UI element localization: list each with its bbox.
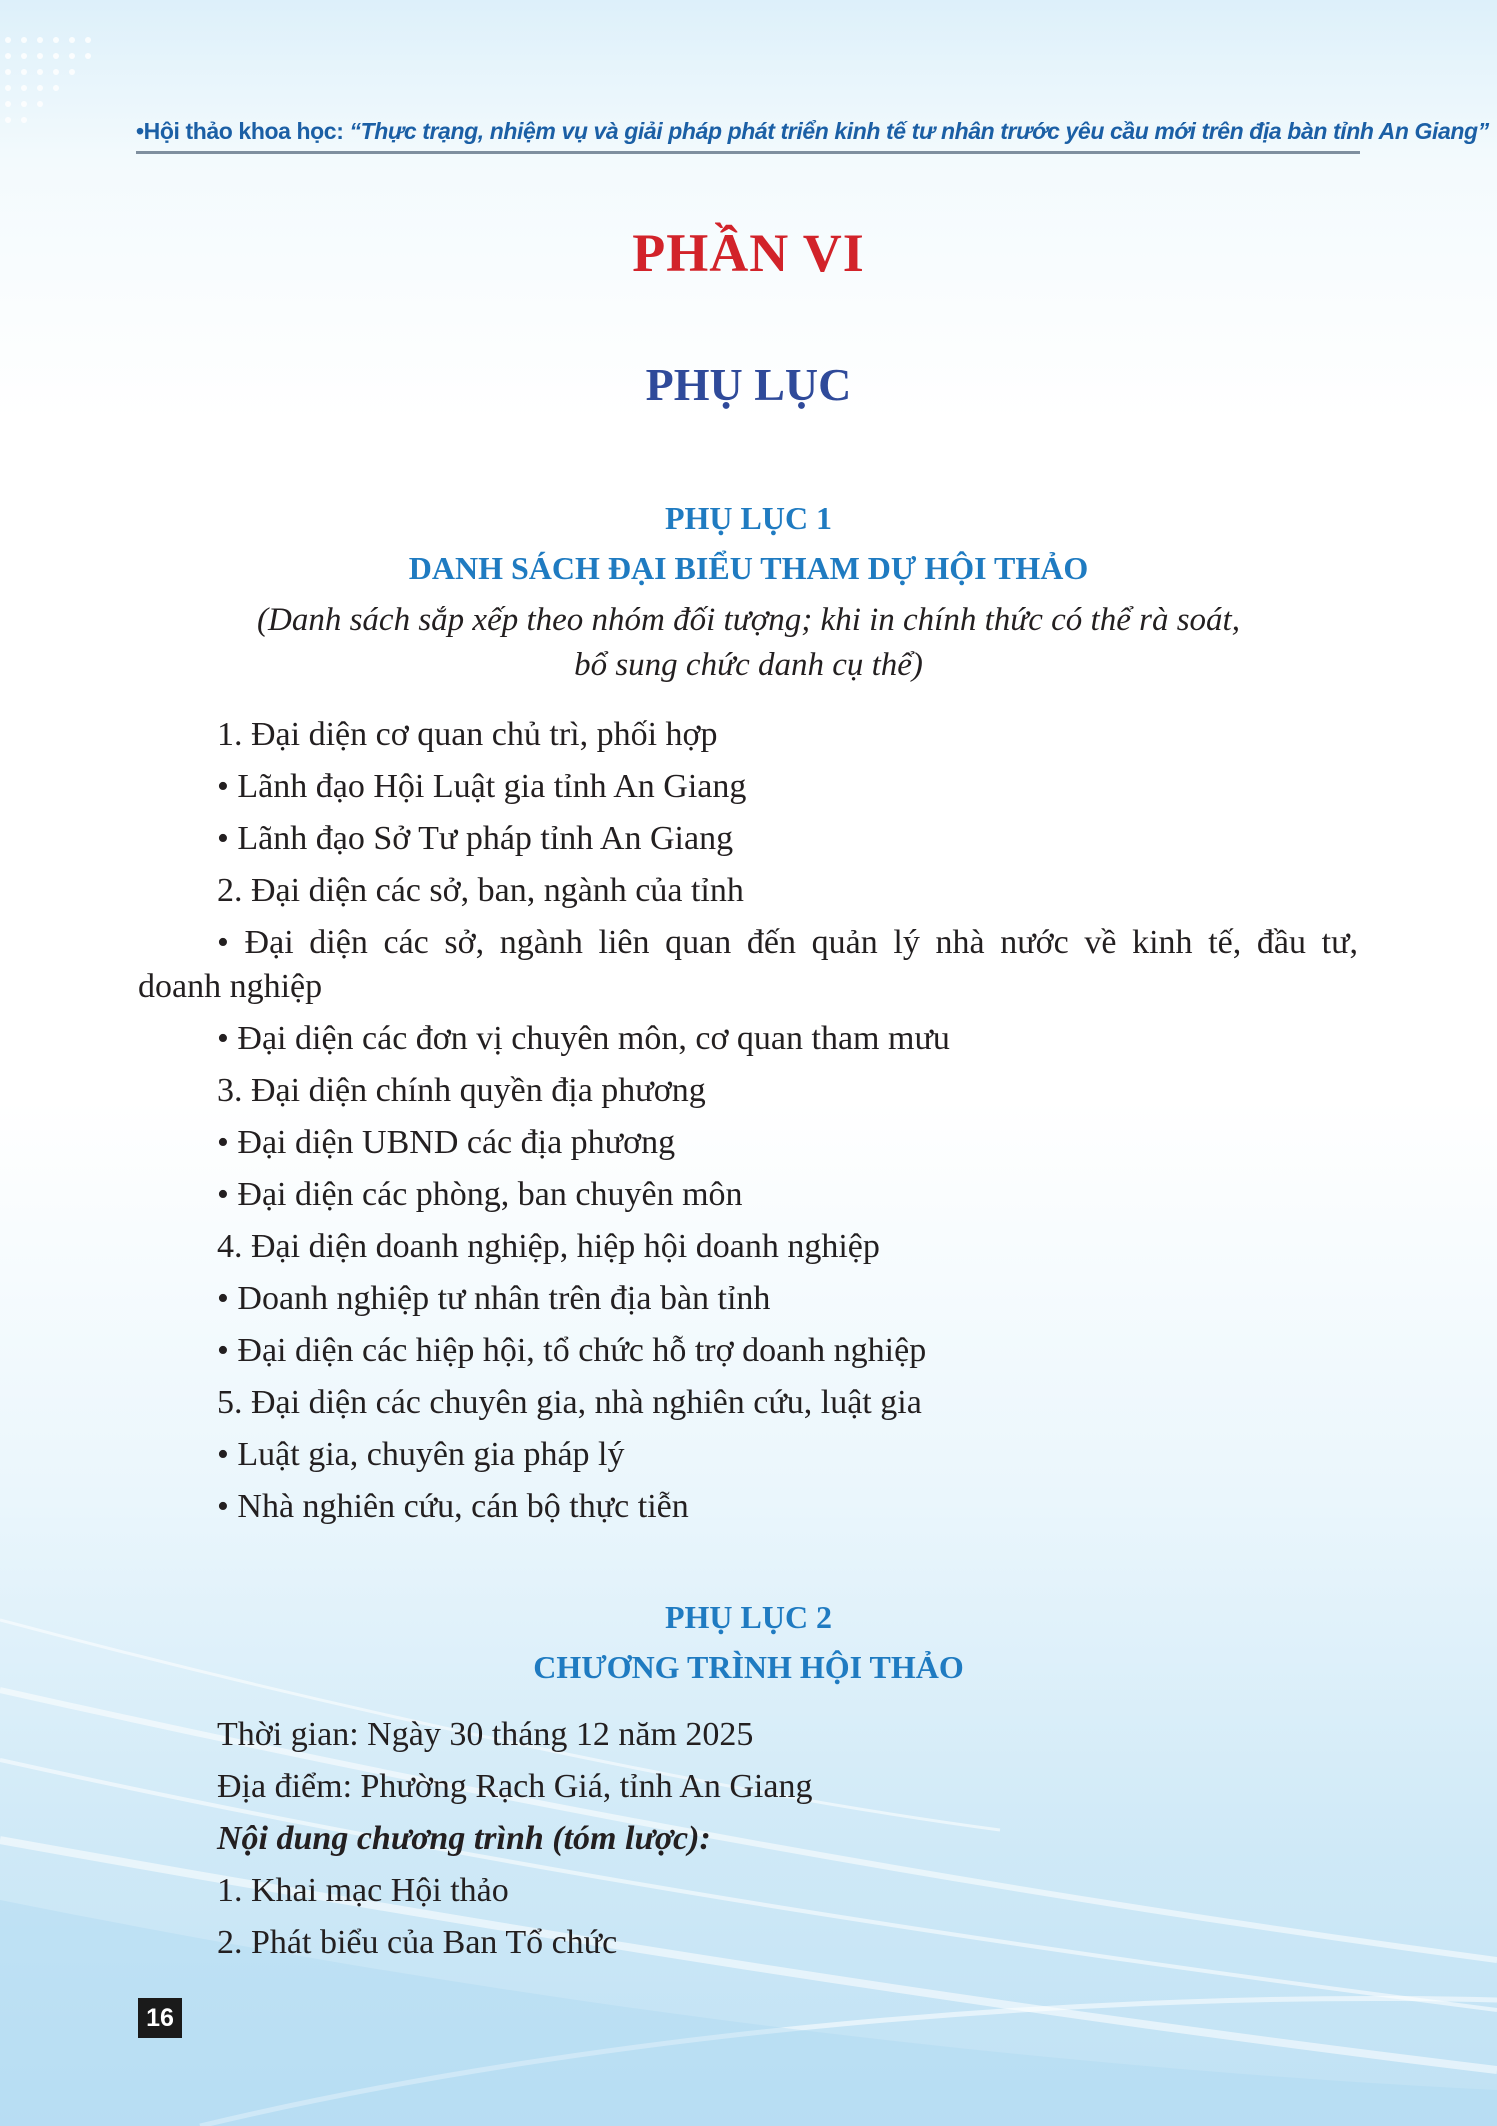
program-item: 2. Phát biểu của Ban Tổ chức <box>217 1924 618 1961</box>
running-header <box>136 118 1489 145</box>
list-item: 4. Đại diện doanh nghiệp, hiệp hội doanh nghiệp <box>217 1228 880 1265</box>
header-prefix: Hội thảo khoa học: <box>143 118 350 144</box>
list-item-continuation: doanh nghiệp <box>138 968 323 1005</box>
dot-pattern-decoration <box>5 37 91 123</box>
program-heading: Nội dung chương trình (tóm lược): <box>217 1820 711 1857</box>
list-item: • Nhà nghiên cứu, cán bộ thực tiễn <box>217 1488 689 1525</box>
list-item: • Đại diện các phòng, ban chuyên môn <box>217 1176 743 1213</box>
appendix1-heading: DANH SÁCH ĐẠI BIỂU THAM DỰ HỘI THẢO <box>408 550 1089 586</box>
list-item: • Lãnh đạo Sở Tư pháp tỉnh An Giang <box>217 820 734 857</box>
list-item: • Lãnh đạo Hội Luật gia tỉnh An Giang <box>217 768 747 805</box>
list-item: 1. Đại diện cơ quan chủ trì, phối hợp <box>217 716 718 753</box>
list-item: • Luật gia, chuyên gia pháp lý <box>217 1436 625 1473</box>
appendix1-label: PHỤ LỤC 1 <box>664 500 833 536</box>
list-item: • Đại diện các hiệp hội, tổ chức hỗ trợ doanh nghiệp <box>217 1332 927 1369</box>
list-item: • Đại diện các đơn vị chuyên môn, cơ quan tham mưu <box>217 1020 950 1057</box>
list-item: • Đại diện UBND các địa phương <box>217 1124 676 1161</box>
header-divider <box>136 151 1360 154</box>
list-item: 5. Đại diện các chuyên gia, nhà nghiên cứu, luật gia <box>217 1384 922 1421</box>
program-location: Địa điểm: Phường Rạch Giá, tỉnh An Giang <box>217 1768 813 1805</box>
list-item: • Doanh nghiệp tư nhân trên địa bàn tỉnh <box>217 1280 771 1317</box>
appendix2-heading: CHƯƠNG TRÌNH HỘI THẢO <box>533 1649 964 1685</box>
program-time: Thời gian: Ngày 30 tháng 12 năm 2025 <box>217 1716 754 1753</box>
appendix-section-title: PHỤ LỤC <box>645 359 852 410</box>
appendix1-note-line1: (Danh sách sắp xếp theo nhóm đối tượng; khi in chính thức có thể rà soát, <box>257 602 1240 638</box>
appendix2-label: PHỤ LỤC 2 <box>664 1599 833 1635</box>
header-bullet: • <box>136 118 144 144</box>
part-title: PHẦN VI <box>632 223 865 283</box>
list-item: • Đại diện các sở, ngành liên quan đến quản lý nhà nước về kinh tế, đầu tư, <box>217 924 1358 961</box>
appendix1-note-line2: bổ sung chức danh cụ thể) <box>574 647 923 683</box>
list-item: 2. Đại diện các sở, ban, ngành của tỉnh <box>217 872 744 909</box>
header-quote: “Thực trạng, nhiệm vụ và giải pháp phát triển kinh tế tư nhân trước yêu cầu mới trên địa bàn tỉnh An Giang” <box>349 118 1489 144</box>
page-number: 16 <box>138 1998 182 2038</box>
program-item: 1. Khai mạc Hội thảo <box>217 1872 509 1909</box>
list-item: 3. Đại diện chính quyền địa phương <box>217 1072 706 1109</box>
